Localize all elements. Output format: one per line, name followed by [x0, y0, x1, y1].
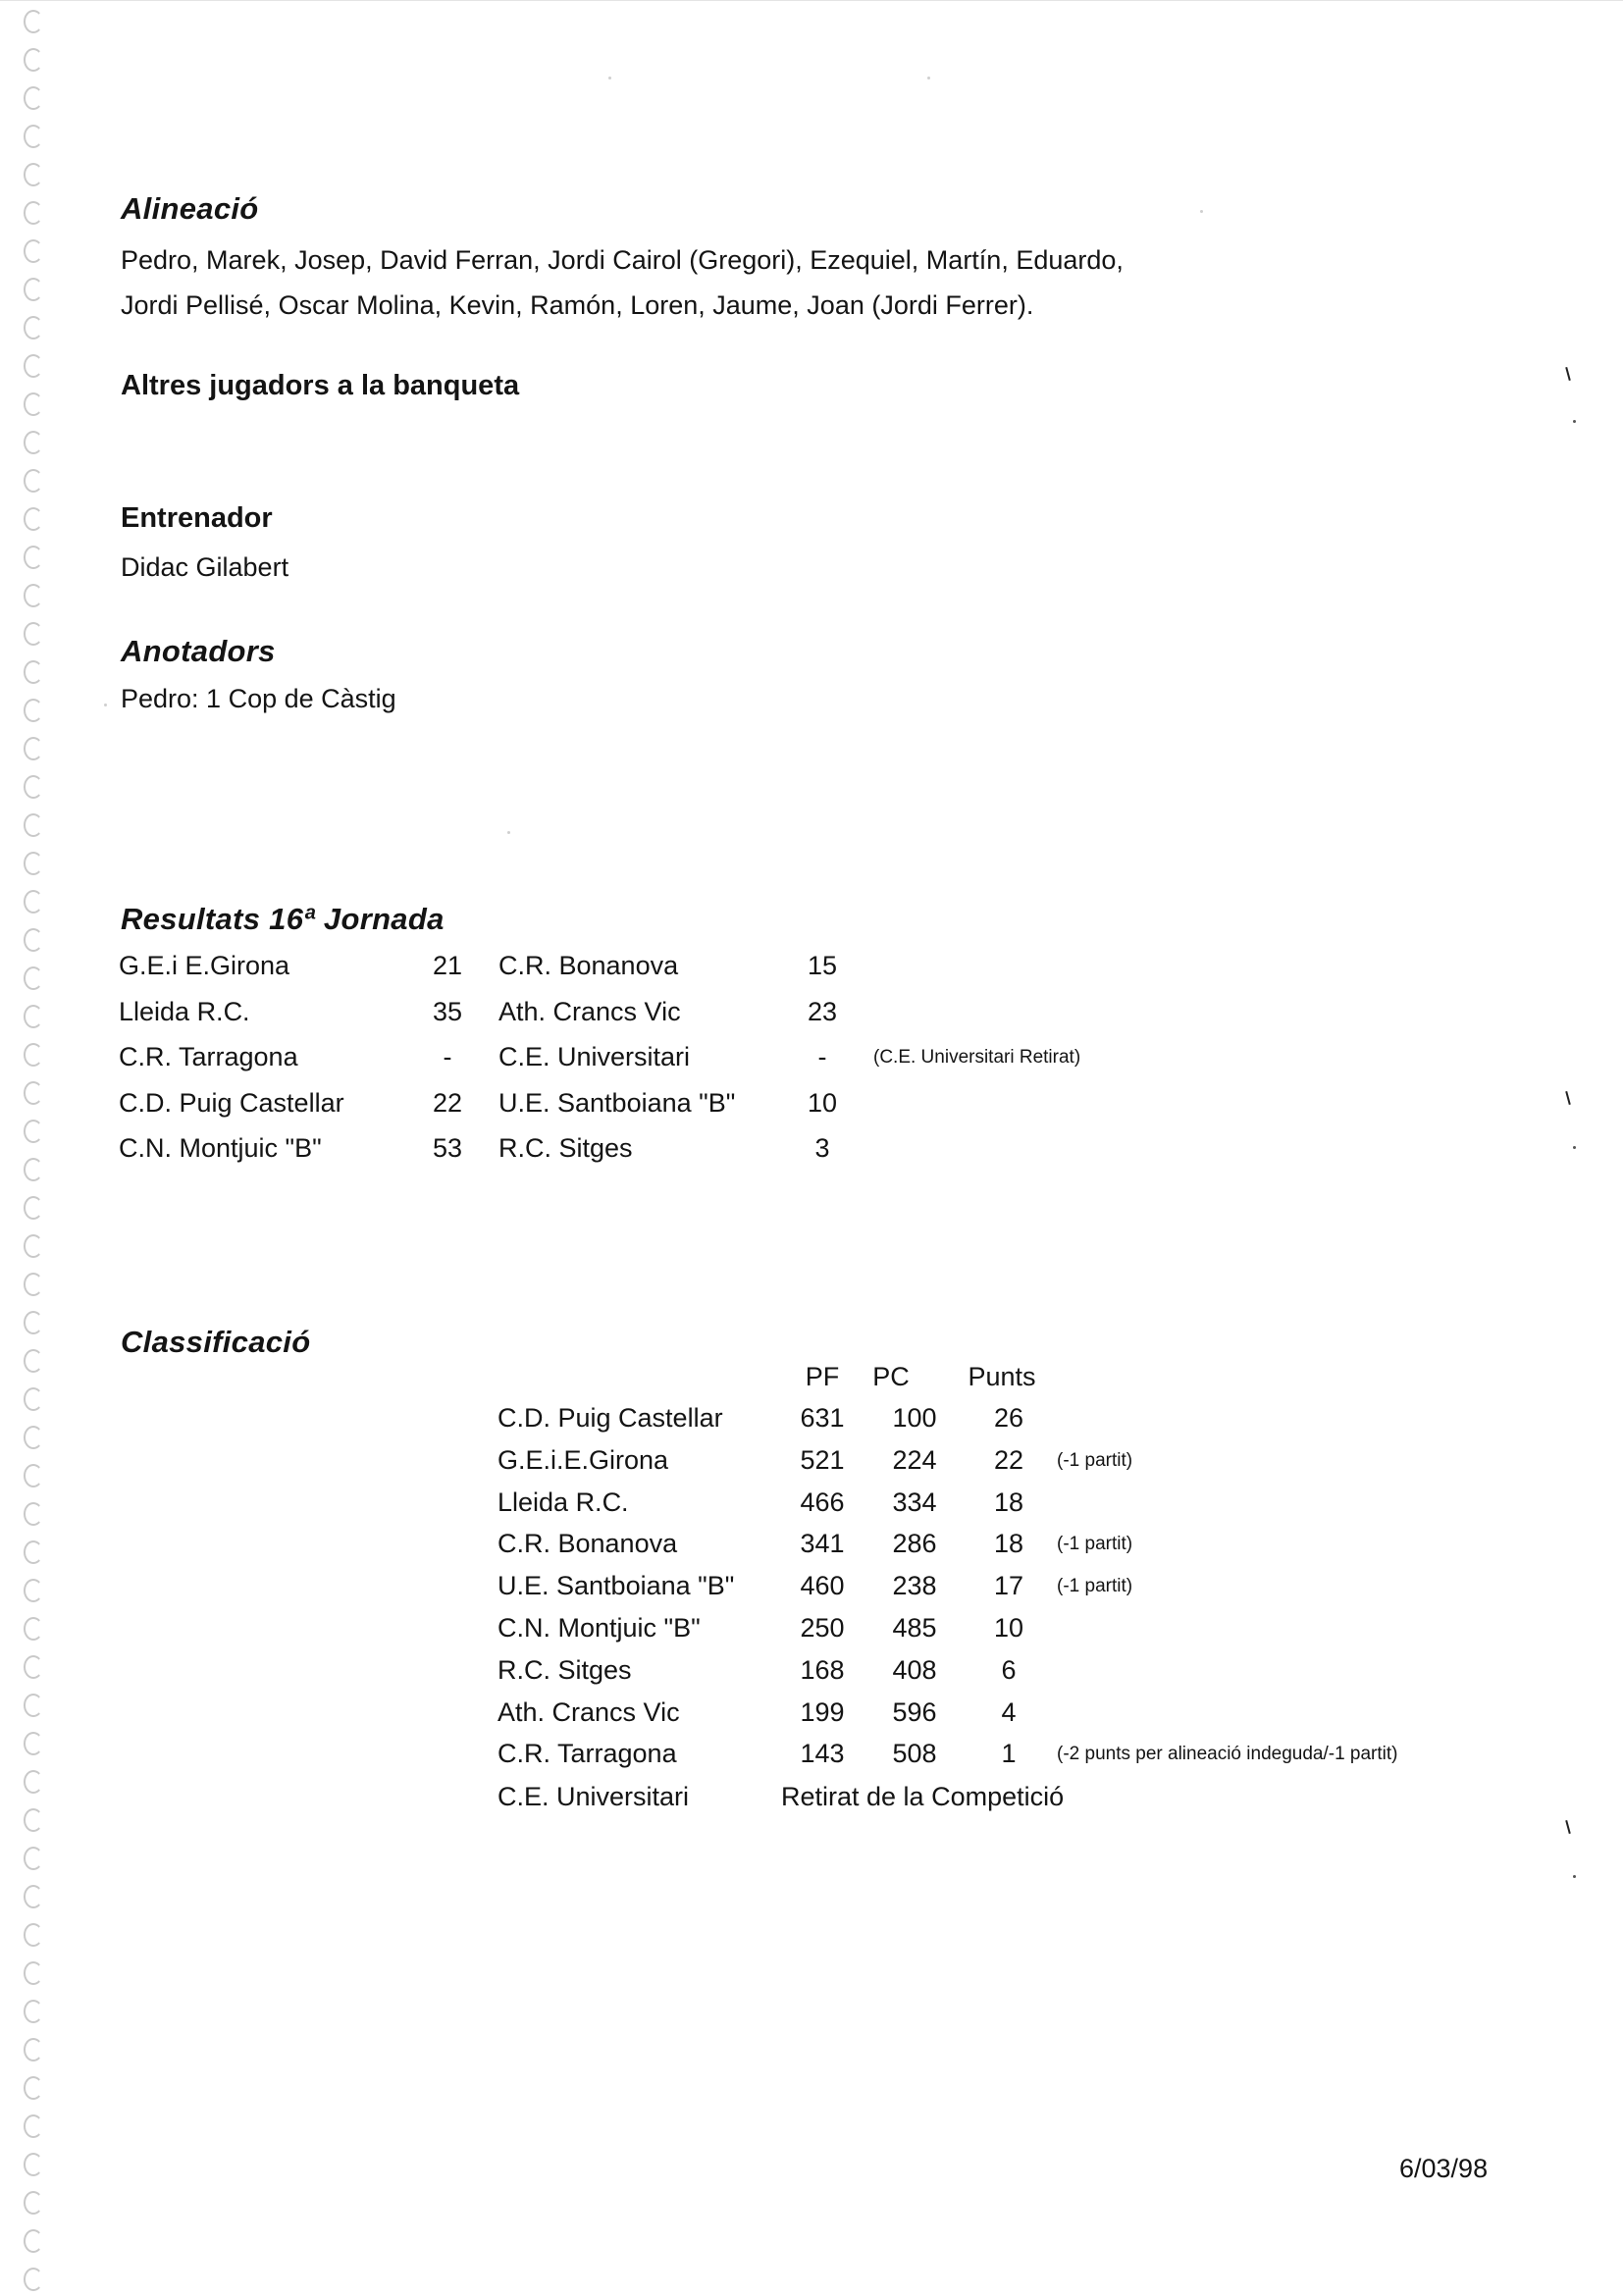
- result-home-score: 53: [432, 1133, 463, 1163]
- col-header-punts: Punts: [968, 1362, 1036, 1391]
- scan-speck: [104, 704, 107, 706]
- binder-ring: [24, 852, 43, 875]
- standings-pf: 250: [800, 1613, 845, 1643]
- binder-ring: [24, 1655, 43, 1679]
- scan-mark: [1565, 367, 1571, 381]
- binder-ring: [24, 2191, 43, 2215]
- binder-ring: [24, 660, 43, 684]
- binder-ring: [24, 239, 43, 263]
- binder-ring: [24, 1043, 43, 1067]
- binder-ring: [24, 1732, 43, 1755]
- result-home-score: 35: [432, 996, 463, 1026]
- standings-pf: 143: [800, 1739, 845, 1769]
- binder-ring: [24, 431, 43, 454]
- binder-ring: [24, 813, 43, 837]
- binder-ring: [24, 1847, 43, 1870]
- standings-pc: 408: [892, 1654, 937, 1685]
- standings-note: (-1 partit): [1057, 1576, 1133, 1597]
- standings-pc: 508: [892, 1739, 937, 1769]
- binder-ring: [24, 48, 43, 72]
- result-away-score: -: [817, 1042, 827, 1071]
- standings-team: C.D. Puig Castellar: [497, 1403, 723, 1433]
- standings-pf: 199: [800, 1696, 845, 1727]
- binder-holes: [24, 0, 47, 2296]
- standings-team: C.R. Tarragona: [497, 1739, 677, 1769]
- binder-ring: [24, 1426, 43, 1449]
- binder-ring: [24, 163, 43, 186]
- binder-ring: [24, 1234, 43, 1258]
- binder-ring: [24, 1120, 43, 1143]
- binder-ring: [24, 2114, 43, 2138]
- binder-ring: [24, 1005, 43, 1028]
- scan-mark: [1565, 1820, 1571, 1834]
- binder-ring: [24, 1923, 43, 1947]
- result-away-team: U.E. Santboiana "B": [498, 1087, 736, 1118]
- result-note: (C.E. Universitari Retirat): [873, 1047, 1081, 1068]
- result-home-team: C.N. Montjuic "B": [119, 1133, 322, 1163]
- binder-ring: [24, 1808, 43, 1832]
- binder-ring: [24, 2038, 43, 2061]
- scan-speck: [507, 831, 510, 834]
- standings-punts: 4: [1001, 1696, 1017, 1727]
- classificacio-title: Classificació: [121, 1325, 311, 1359]
- standings-pf: 631: [800, 1403, 845, 1433]
- standings-punts: 1: [1001, 1739, 1017, 1769]
- binder-ring: [24, 1196, 43, 1220]
- binder-ring: [24, 2153, 43, 2176]
- result-away-score: 10: [807, 1087, 838, 1118]
- binder-ring: [24, 1349, 43, 1373]
- standings-punts: 18: [993, 1487, 1024, 1517]
- result-away-team: C.R. Bonanova: [498, 951, 679, 980]
- binder-ring: [24, 1694, 43, 1717]
- result-home-score: 21: [432, 951, 463, 980]
- standings-pf: 521: [800, 1444, 845, 1475]
- binder-ring: [24, 392, 43, 416]
- binder-ring: [24, 1502, 43, 1526]
- binder-ring: [24, 1579, 43, 1602]
- withdrawn-text: Retirat de la Competició: [781, 1782, 1065, 1811]
- binder-ring: [24, 1464, 43, 1487]
- standings-punts: 26: [993, 1403, 1024, 1433]
- resultats-title: Resultats 16ª Jornada: [121, 902, 445, 936]
- result-away-team: C.E. Universitari: [498, 1042, 691, 1071]
- result-away-score: 3: [814, 1133, 830, 1163]
- binder-ring: [24, 1617, 43, 1641]
- standings-punts: 6: [1001, 1654, 1017, 1685]
- standings-team: R.C. Sitges: [497, 1654, 632, 1685]
- standings-note: (-1 partit): [1057, 1449, 1133, 1471]
- standings-pc: 596: [892, 1696, 937, 1727]
- standings-pc: 100: [892, 1403, 937, 1433]
- col-header-pc: PC: [872, 1362, 910, 1391]
- binder-ring: [24, 1311, 43, 1334]
- binder-ring: [24, 10, 43, 33]
- standings-pc: 334: [892, 1487, 937, 1517]
- binder-ring: [24, 2229, 43, 2253]
- binder-ring: [24, 125, 43, 148]
- binder-ring: [24, 2000, 43, 2023]
- binder-ring: [24, 890, 43, 913]
- binder-ring: [24, 546, 43, 569]
- standings-punts: 10: [993, 1613, 1024, 1643]
- result-home-team: G.E.i E.Girona: [119, 951, 290, 980]
- result-away-team: Ath. Crancs Vic: [498, 996, 681, 1026]
- binder-ring: [24, 201, 43, 225]
- result-away-score: 15: [807, 951, 838, 980]
- standings-punts: 17: [993, 1571, 1024, 1601]
- standings-pf: 460: [800, 1571, 845, 1601]
- standings-punts: 18: [993, 1529, 1024, 1559]
- document-date: 6/03/98: [1399, 2154, 1489, 2183]
- col-header-pf: PF: [805, 1362, 840, 1391]
- standings-punts: 22: [993, 1444, 1024, 1475]
- scan-speck: [608, 77, 611, 79]
- scan-mark: [1573, 1146, 1576, 1149]
- binder-ring: [24, 928, 43, 952]
- binder-ring: [24, 1770, 43, 1794]
- binder-ring: [24, 1273, 43, 1296]
- standings-pc: 238: [892, 1571, 937, 1601]
- binder-ring: [24, 1540, 43, 1564]
- binder-ring: [24, 1961, 43, 1985]
- standings-team: C.N. Montjuic "B": [497, 1613, 701, 1643]
- alineacio-title: Alineació: [121, 191, 259, 226]
- scan-mark: [1565, 1091, 1571, 1105]
- binder-ring: [24, 1081, 43, 1105]
- entrenador-name: Didac Gilabert: [121, 552, 289, 582]
- standings-team: U.E. Santboiana "B": [497, 1571, 735, 1601]
- binder-ring: [24, 966, 43, 990]
- standings-pc: 485: [892, 1613, 937, 1643]
- binder-ring: [24, 622, 43, 646]
- binder-ring: [24, 737, 43, 760]
- binder-ring: [24, 1158, 43, 1181]
- standings-team: C.R. Bonanova: [497, 1529, 678, 1559]
- binder-ring: [24, 1885, 43, 1908]
- standings-pf: 466: [800, 1487, 845, 1517]
- binder-ring: [24, 507, 43, 531]
- banqueta-title: Altres jugadors a la banqueta: [121, 370, 520, 401]
- result-home-team: Lleida R.C.: [119, 996, 250, 1026]
- scan-mark: [1573, 1875, 1576, 1878]
- standings-team: Ath. Crancs Vic: [497, 1696, 680, 1727]
- result-away-score: 23: [807, 996, 838, 1026]
- binder-ring: [24, 584, 43, 607]
- scan-speck: [1200, 210, 1203, 213]
- binder-ring: [24, 699, 43, 722]
- scan-mark: [1573, 420, 1576, 423]
- binder-ring: [24, 775, 43, 799]
- entrenador-title: Entrenador: [121, 502, 273, 534]
- standings-pc: 286: [892, 1529, 937, 1559]
- binder-ring: [24, 354, 43, 378]
- standings-team: Lleida R.C.: [497, 1487, 629, 1517]
- standings-team: G.E.i.E.Girona: [497, 1444, 669, 1475]
- result-home-team: C.R. Tarragona: [119, 1042, 298, 1071]
- binder-ring: [24, 86, 43, 110]
- binder-ring: [24, 1387, 43, 1411]
- standings-pf: 341: [800, 1529, 845, 1559]
- result-home-team: C.D. Puig Castellar: [119, 1087, 344, 1118]
- withdrawn-team: C.E. Universitari: [497, 1782, 690, 1811]
- binder-ring: [24, 278, 43, 301]
- page-top-edge: [0, 0, 1623, 1]
- standings-pc: 224: [892, 1444, 937, 1475]
- binder-ring: [24, 469, 43, 493]
- anotadors-title: Anotadors: [121, 634, 276, 668]
- alineacio-line-1: Pedro, Marek, Josep, David Ferran, Jordi Cairol (Gregori), Ezequiel, Martín, Eduardo,: [121, 245, 1124, 275]
- binder-ring: [24, 2268, 43, 2291]
- binder-ring: [24, 316, 43, 339]
- result-home-score: 22: [432, 1087, 463, 1118]
- result-home-score: -: [443, 1042, 452, 1071]
- alineacio-line-2: Jordi Pellisé, Oscar Molina, Kevin, Ramón, Loren, Jaume, Joan (Jordi Ferrer).: [121, 290, 1034, 320]
- standings-note: (-2 punts per alineació indeguda/-1 partit): [1057, 1744, 1398, 1765]
- scan-speck: [927, 77, 930, 79]
- standings-pf: 168: [800, 1654, 845, 1685]
- standings-note: (-1 partit): [1057, 1534, 1133, 1555]
- binder-ring: [24, 2076, 43, 2100]
- anotadors-line: Pedro: 1 Cop de Càstig: [121, 684, 396, 713]
- result-away-team: R.C. Sitges: [498, 1133, 633, 1163]
